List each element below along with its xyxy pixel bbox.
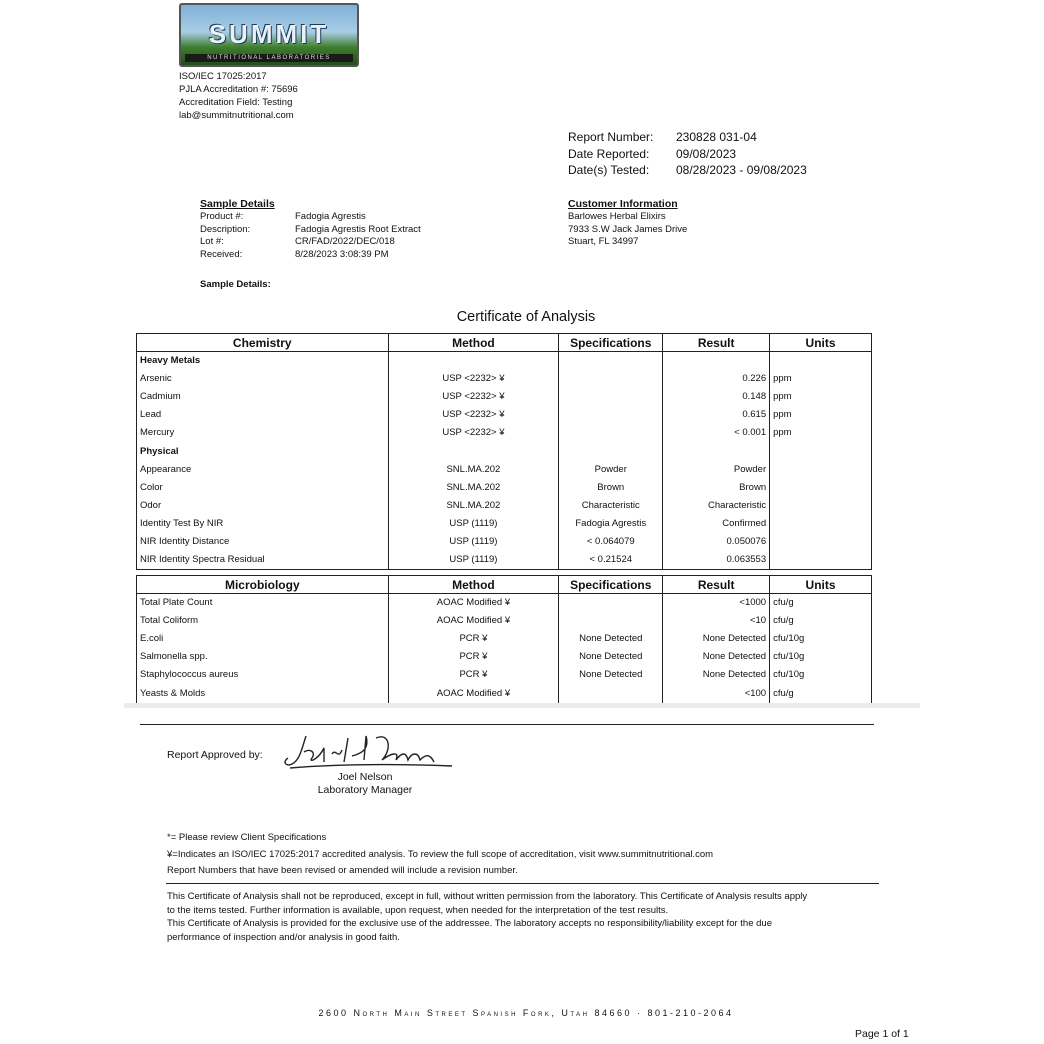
cell-units (770, 515, 872, 533)
cell-spec: Characteristic (559, 497, 663, 515)
cell-spec (559, 424, 663, 442)
cell-units: cfu/g (770, 684, 872, 703)
cell-result: 0.226 (663, 370, 770, 388)
cell-spec: None Detected (559, 630, 663, 648)
cell-result: 0.148 (663, 388, 770, 406)
sample-details-title: Sample Details (200, 198, 275, 210)
cell-units (770, 352, 872, 371)
cell-units: ppm (770, 424, 872, 442)
dates-tested: 08/28/2023 - 09/08/2023 (676, 163, 807, 177)
cell-method: AOAC Modified ¥ (388, 612, 559, 630)
cell-name: Arsenic (137, 370, 389, 388)
cell-method: USP (1119) (388, 551, 559, 570)
lot-label: Lot #: (200, 236, 224, 248)
cell-method (388, 352, 559, 371)
divider-bottom (166, 883, 879, 884)
date-reported-label: Date Reported: (568, 146, 650, 161)
cell-name: Lead (137, 406, 389, 424)
cell-result: Powder (663, 461, 770, 479)
cell-units: cfu/g (770, 594, 872, 613)
cell-result: <1000 (663, 594, 770, 613)
cell-name: Appearance (137, 461, 389, 479)
note-line: *= Please review Client Specifications (167, 832, 327, 843)
note-line: ¥=Indicates an ISO/IEC 17025:2017 accredited analysis. To review the full scope of accreditation, visit www.summitnutritional.com (167, 848, 714, 860)
summit-logo (179, 3, 359, 67)
cell-name: Total Plate Count (137, 594, 389, 613)
date-reported: 09/08/2023 (676, 146, 737, 161)
table-row (137, 515, 872, 533)
table-row (137, 533, 872, 551)
cell-result (663, 442, 770, 460)
table-row (137, 684, 872, 703)
signature-image (280, 730, 455, 774)
cell-method (388, 442, 559, 460)
notes (167, 830, 713, 880)
description-label: Description: (200, 223, 251, 235)
cell-method: USP <2232> ¥ (388, 424, 559, 442)
cell-method: AOAC Modified ¥ (388, 594, 559, 613)
cell-name: NIR Identity Distance (137, 533, 389, 551)
cell-spec: < 0.064079 (559, 533, 663, 551)
cell-name: E.coli (137, 630, 389, 648)
cell-method: AOAC Modified ¥ (388, 684, 559, 703)
col-header-method: Method (388, 334, 559, 352)
document-title: Certificate of Analysis (456, 309, 596, 325)
table-row (137, 594, 872, 613)
disclaimer-line: This Certificate of Analysis is provided for the exclusive use of the addressee. The laboratory accepts no responsibility/liability except for the due (167, 918, 772, 929)
report-number-label: Report Number: (568, 130, 654, 144)
col-header-method: Method (388, 576, 559, 594)
disclaimer-line: performance of inspection and/or analysis in good faith. (167, 931, 400, 943)
cell-result: <10 (663, 612, 770, 630)
cell-name: NIR Identity Spectra Residual (137, 551, 389, 570)
table-row (137, 479, 872, 497)
cell-method: SNL.MA.202 (388, 479, 559, 497)
cell-units: cfu/10g (770, 630, 872, 648)
cell-name: Salmonella spp. (137, 648, 389, 666)
cell-result: 0.615 (663, 406, 770, 424)
cell-units (770, 533, 872, 551)
col-header-specifications: Specifications (559, 576, 663, 594)
cell-method: USP (1119) (388, 533, 559, 551)
scan-band (124, 703, 920, 708)
cell-result: None Detected (663, 666, 770, 684)
cell-result: Confirmed (663, 515, 770, 533)
cell-spec: None Detected (559, 648, 663, 666)
cell-result: <100 (663, 684, 770, 703)
email-line: lab@summitnutritional.com (179, 110, 294, 121)
cell-result: 0.063553 (663, 551, 770, 570)
description-value: Fadogia Agrestis Root Extract (295, 223, 421, 235)
cell-method: USP <2232> ¥ (388, 370, 559, 388)
cell-method: USP (1119) (388, 515, 559, 533)
lot-value: CR/FAD/2022/DEC/018 (295, 236, 395, 248)
table-row (137, 612, 872, 630)
cell-units: ppm (770, 388, 872, 406)
cell-name: Total Coliform (137, 612, 389, 630)
section-row (137, 442, 872, 460)
cell-method: SNL.MA.202 (388, 461, 559, 479)
cell-result: Characteristic (663, 497, 770, 515)
cell-result: None Detected (663, 648, 770, 666)
cell-result: Brown (663, 479, 770, 497)
col-header-units: Units (770, 334, 872, 352)
cell-method: PCR ¥ (388, 648, 559, 666)
table-row (137, 461, 872, 479)
cell-name: Cadmium (137, 388, 389, 406)
sample-details-label: Sample Details: (200, 279, 271, 290)
report-info (568, 129, 807, 179)
cell-result: 0.050076 (663, 533, 770, 551)
product-label: Product #: (200, 211, 244, 222)
cell-name: Heavy Metals (137, 352, 389, 371)
customer-name: Barlowes Herbal Elixirs (568, 211, 666, 222)
col-header-result: Result (663, 576, 770, 594)
cell-units (770, 479, 872, 497)
cell-name: Staphylococcus aureus (137, 666, 389, 684)
cell-units (770, 551, 872, 570)
cell-name: Physical (137, 442, 389, 460)
table-row (137, 370, 872, 388)
approver-block (300, 771, 430, 796)
disclaimer-line: This Certificate of Analysis shall not be reproduced, except in full, without written permission from the laboratory. This Certificate of Analysis results apply (167, 891, 808, 902)
cell-units: cfu/g (770, 612, 872, 630)
col-header-result: Result (663, 334, 770, 352)
col-header-name: Microbiology (137, 576, 389, 594)
cell-result (663, 352, 770, 371)
col-header-specifications: Specifications (559, 334, 663, 352)
report-number: 230828 031-04 (676, 130, 757, 144)
section-row (137, 352, 872, 371)
approval-label: Report Approved by: (167, 749, 263, 761)
cell-name: Identity Test By NIR (137, 515, 389, 533)
cell-method: SNL.MA.202 (388, 497, 559, 515)
cell-result: None Detected (663, 630, 770, 648)
received-label: Received: (200, 248, 243, 260)
lab-address: 2600 North Main Street Spanish Fork, Utah 84660 · 801-210-2064 (318, 1008, 734, 1018)
dates-tested-label: Date(s) Tested: (568, 163, 650, 177)
cell-name: Mercury (137, 424, 389, 442)
cell-units (770, 461, 872, 479)
cell-method: PCR ¥ (388, 630, 559, 648)
cell-method: PCR ¥ (388, 666, 559, 684)
cell-units (770, 442, 872, 460)
table-row (137, 648, 872, 666)
product-value: Fadogia Agrestis (295, 211, 366, 222)
cell-spec: < 0.21524 (559, 551, 663, 570)
col-header-name: Chemistry (137, 334, 389, 352)
cell-name: Odor (137, 497, 389, 515)
customer-info (568, 197, 687, 249)
chemistry-header-row (137, 334, 872, 352)
table-row (137, 424, 872, 442)
cell-units: ppm (770, 406, 872, 424)
logo-word: SUMMIT (208, 19, 330, 49)
note-line: Report Numbers that have been revised or amended will include a revision number. (167, 865, 518, 876)
table-row (137, 630, 872, 648)
cell-units: cfu/10g (770, 666, 872, 684)
pjla-line: PJLA Accreditation #: 75696 (179, 84, 298, 95)
cell-spec: Powder (559, 461, 663, 479)
col-header-units: Units (770, 576, 872, 594)
cell-spec (559, 594, 663, 613)
chemistry-table (136, 333, 872, 570)
table-row (137, 666, 872, 684)
cell-units: cfu/10g (770, 648, 872, 666)
field-line: Accreditation Field: Testing (179, 97, 293, 108)
cell-method: USP <2232> ¥ (388, 406, 559, 424)
customer-city: Stuart, FL 34997 (568, 236, 639, 248)
lab-info (179, 70, 298, 122)
approver-role: Laboratory Manager (317, 783, 413, 796)
table-row (137, 406, 872, 424)
microbiology-table (136, 575, 872, 704)
sample-details (200, 197, 421, 261)
customer-title: Customer Information (568, 198, 678, 210)
cell-spec (559, 612, 663, 630)
table-row (137, 551, 872, 570)
cell-spec (559, 442, 663, 460)
iso-line: ISO/IEC 17025:2017 (179, 71, 267, 82)
cell-method: USP <2232> ¥ (388, 388, 559, 406)
approver-name: Joel Nelson (337, 771, 393, 783)
cell-name: Yeasts & Molds (137, 684, 389, 703)
received-value: 8/28/2023 3:08:39 PM (295, 248, 389, 260)
page-number: Page 1 of 1 (855, 1028, 909, 1040)
customer-street: 7933 S.W Jack James Drive (568, 223, 688, 235)
cell-units: ppm (770, 370, 872, 388)
table-row (137, 388, 872, 406)
microbiology-header-row (137, 576, 872, 594)
cell-spec: None Detected (559, 666, 663, 684)
cell-name: Color (137, 479, 389, 497)
cell-spec (559, 406, 663, 424)
table-row (137, 497, 872, 515)
cell-spec (559, 370, 663, 388)
cell-result: < 0.001 (663, 424, 770, 442)
cell-spec: Brown (559, 479, 663, 497)
divider-top (140, 724, 874, 725)
cell-spec (559, 388, 663, 406)
cell-spec (559, 684, 663, 703)
disclaimer (167, 890, 807, 944)
cell-spec: Fadogia Agrestis (559, 515, 663, 533)
logo-subtitle: NUTRITIONAL LABORATORIES (185, 54, 353, 62)
cell-spec (559, 352, 663, 371)
cell-units (770, 497, 872, 515)
disclaimer-line: to the items tested. Further information is available, upon request, when needed for the interpretation of the test results. (167, 904, 669, 916)
